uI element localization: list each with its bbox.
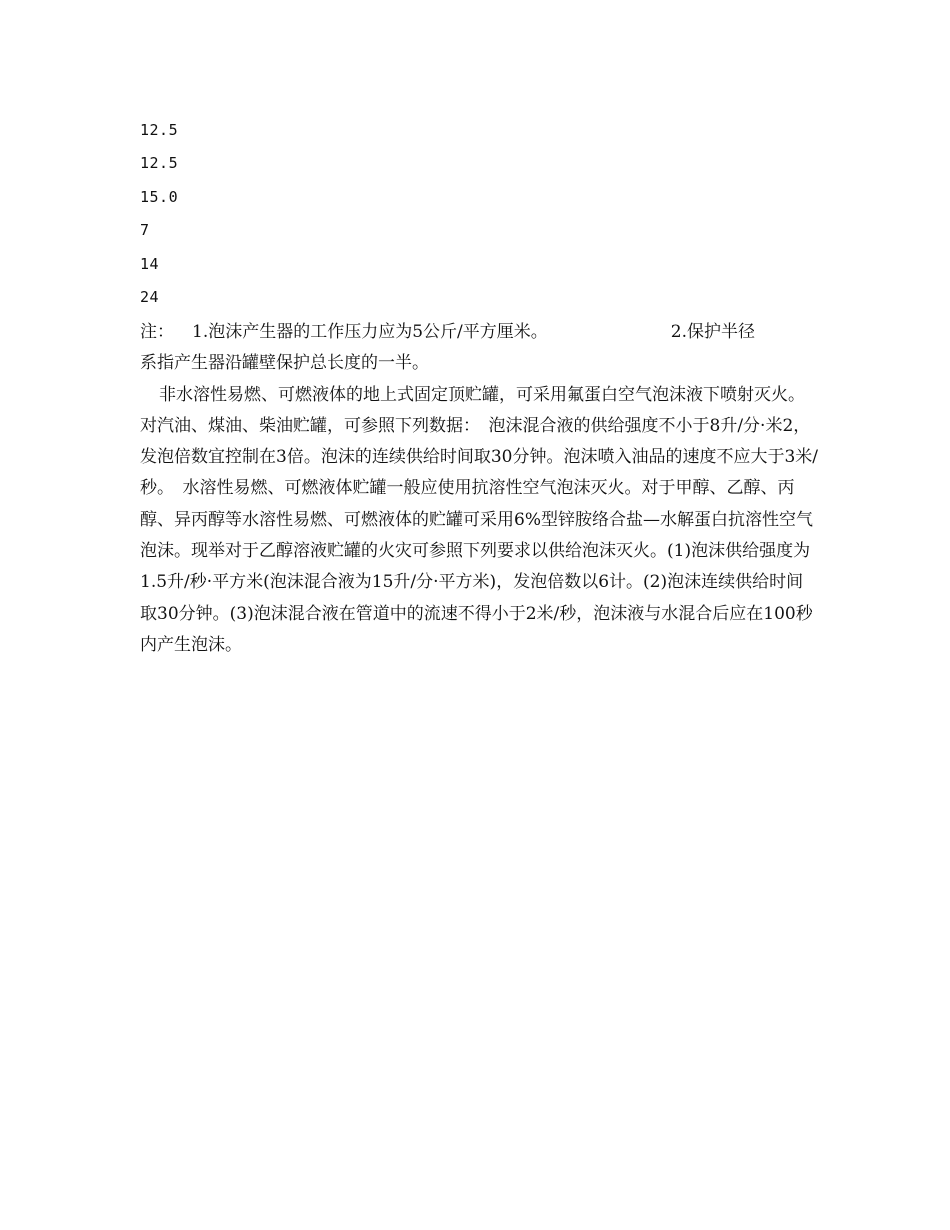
note-item-2-continuation: 系指产生器沿罐壁保护总长度的一半。 xyxy=(140,353,429,374)
note-label: 注： xyxy=(140,322,174,342)
value-item: 14 xyxy=(140,254,160,273)
body-paragraph: 非水溶性易燃、可燃液体的地上式固定顶贮罐，可采用氟蛋白空气泡沫液下喷射灭火。对汽油、煤油、柴油贮罐，可参照下列数据： 泡沫混合液的供给强度不小于8升/分·米2，发泡倍数宜控制在3倍。泡沫的连续供给时间取30分钟。泡沫喷入油品的速度不应大于3米/秒。 水溶性易燃、可燃液体贮罐一般应使用抗溶性空气泡沫灭火。对于甲醇、乙醇、丙醇、异丙醇等水溶性易燃、可燃液体的贮罐可采用6%型锌胺络合盐—水解蛋白抗溶性空气泡沫。现举对于乙醇溶液贮罐的火灾可参照下列要求以供给泡沫灭火。(1)泡沫供给强度为1.5升/秒·平方米(泡沫混合液为15升/分·平方米)，发泡倍数以6计。(2)泡沫连续供给时间取30分钟。(3)泡沫混合液在管道中的流速不得小于2米/秒，泡沫液与水混合后应在100秒内产生泡沫。 xyxy=(140,384,818,655)
document-body xyxy=(140,317,820,661)
value-list xyxy=(140,118,440,318)
value-item: 7 xyxy=(140,221,150,240)
value-item: 12.5 xyxy=(140,154,179,173)
note-item-1: 1.泡沫产生器的工作压力应为5公斤/平方厘米。 xyxy=(192,322,548,342)
note-line xyxy=(140,317,820,348)
value-item: 15.0 xyxy=(140,187,179,206)
note-item-2-start: 2.保护半径 xyxy=(670,322,755,342)
value-item: 24 xyxy=(140,287,160,306)
value-item: 12.5 xyxy=(140,121,179,139)
